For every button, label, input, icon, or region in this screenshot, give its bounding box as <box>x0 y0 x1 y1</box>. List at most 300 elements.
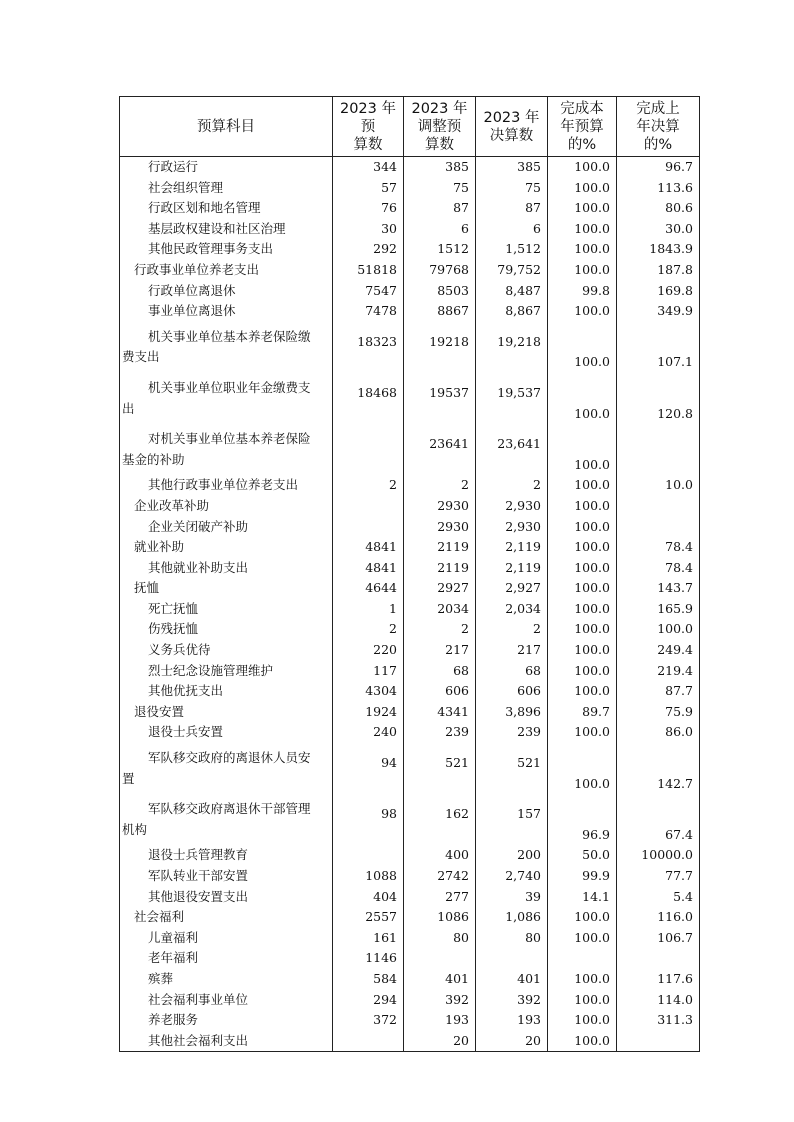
item-name: 其他民政管理事务支出 <box>148 241 274 257</box>
cell-adjusted-budget: 385 <box>404 157 476 178</box>
cell-budget-item <box>120 990 333 1011</box>
table-row <box>120 198 700 219</box>
cell-final: 2,927 <box>476 578 548 599</box>
cell-pct-last-year: 219.4 <box>617 661 700 682</box>
cell-final: 2,119 <box>476 537 548 558</box>
cell-pct-budget: 100.0 <box>548 681 617 702</box>
cell-adjusted-budget: 2930 <box>404 517 476 538</box>
cell-final: 193 <box>476 1010 548 1031</box>
cell-pct-last-year: 117.6 <box>617 969 700 990</box>
header-budget-item <box>120 97 333 157</box>
table-row <box>120 681 700 702</box>
cell-final: 217 <box>476 640 548 661</box>
cell-budget-item <box>120 1031 333 1052</box>
cell-budget-item <box>120 969 333 990</box>
cell-final: 87 <box>476 198 548 219</box>
cell-budget-item <box>120 794 333 845</box>
header-line: 的% <box>643 136 673 153</box>
cell-budget: 1 <box>333 599 404 620</box>
header-line: 年预算 <box>560 118 604 135</box>
cell-budget-item <box>120 517 333 538</box>
cell-budget-item <box>120 907 333 928</box>
cell-adjusted-budget: 2 <box>404 619 476 640</box>
cell-adjusted-budget: 79768 <box>404 260 476 281</box>
header-line: 算数 <box>425 136 454 153</box>
cell-final: 157 <box>476 794 548 845</box>
cell-budget: 584 <box>333 969 404 990</box>
cell-pct-budget: 100.0 <box>548 990 617 1011</box>
item-name-line: 军队移交政府离退休干部管理 <box>148 801 311 817</box>
table-row <box>120 373 700 424</box>
cell-pct-budget: 100.0 <box>548 198 617 219</box>
cell-pct-budget: 100.0 <box>548 743 617 794</box>
cell-pct-budget: 100.0 <box>548 178 617 199</box>
cell-budget: 1924 <box>333 702 404 723</box>
table-row <box>120 1031 700 1052</box>
header-line: 年决算 <box>636 118 680 135</box>
header-pct-of-last-year <box>617 97 700 157</box>
cell-pct-budget: 100.0 <box>548 496 617 517</box>
header-line: 完成本 <box>560 100 604 117</box>
cell-final: 19,218 <box>476 322 548 373</box>
cell-budget-item <box>120 281 333 302</box>
item-name: 其他退役安置支出 <box>148 888 249 904</box>
cell-pct-budget: 100.0 <box>548 599 617 620</box>
cell-pct-last-year <box>617 496 700 517</box>
cell-final: 2 <box>476 619 548 640</box>
cell-budget-item <box>120 599 333 620</box>
cell-pct-budget: 100.0 <box>548 578 617 599</box>
cell-budget-item <box>120 928 333 949</box>
cell-budget: 7478 <box>333 301 404 322</box>
cell-pct-last-year: 5.4 <box>617 887 700 908</box>
item-name: 其他社会福利支出 <box>148 1032 249 1048</box>
cell-pct-last-year: 80.6 <box>617 198 700 219</box>
cell-budget: 1088 <box>333 866 404 887</box>
cell-pct-budget: 100.0 <box>548 969 617 990</box>
table-row <box>120 301 700 322</box>
cell-budget: 94 <box>333 743 404 794</box>
header-budget-2023 <box>333 97 404 157</box>
cell-budget-item <box>120 260 333 281</box>
cell-pct-budget: 100.0 <box>548 1031 617 1052</box>
cell-pct-last-year: 30.0 <box>617 219 700 240</box>
item-name: 就业补助 <box>134 539 185 555</box>
cell-budget-item <box>120 661 333 682</box>
header-line: 决算数 <box>489 127 534 144</box>
cell-budget: 4644 <box>333 578 404 599</box>
cell-adjusted-budget: 23641 <box>404 424 476 475</box>
cell-pct-last-year <box>617 424 700 475</box>
cell-final: 606 <box>476 681 548 702</box>
item-name-line: 基金的补助 <box>122 451 185 467</box>
cell-final: 2,034 <box>476 599 548 620</box>
item-name: 军队转业干部安置 <box>148 868 249 883</box>
table-row <box>120 619 700 640</box>
cell-pct-budget: 96.9 <box>548 794 617 845</box>
cell-pct-last-year: 78.4 <box>617 537 700 558</box>
header-pct-of-budget <box>548 97 617 157</box>
cell-adjusted-budget: 87 <box>404 198 476 219</box>
cell-pct-last-year: 142.7 <box>617 743 700 794</box>
cell-pct-last-year: 87.7 <box>617 681 700 702</box>
cell-final: 6 <box>476 219 548 240</box>
cell-budget-item <box>120 198 333 219</box>
cell-adjusted-budget: 75 <box>404 178 476 199</box>
cell-final: 20 <box>476 1031 548 1052</box>
cell-pct-last-year: 77.7 <box>617 866 700 887</box>
item-name: 义务兵优待 <box>148 642 211 658</box>
cell-pct-budget: 100.0 <box>548 424 617 475</box>
cell-budget: 2 <box>333 619 404 640</box>
cell-pct-last-year: 75.9 <box>617 702 700 723</box>
table-row <box>120 990 700 1011</box>
table-row <box>120 640 700 661</box>
cell-pct-last-year: 113.6 <box>617 178 700 199</box>
cell-budget-item <box>120 845 333 866</box>
table-header <box>120 97 700 157</box>
cell-final: 68 <box>476 661 548 682</box>
cell-pct-budget: 50.0 <box>548 845 617 866</box>
cell-budget-item <box>120 681 333 702</box>
cell-final: 521 <box>476 743 548 794</box>
item-name: 企业改革补助 <box>134 497 210 513</box>
cell-adjusted-budget: 401 <box>404 969 476 990</box>
cell-final: 23,641 <box>476 424 548 475</box>
cell-pct-last-year: 96.7 <box>617 157 700 178</box>
item-name: 企业关闭破产补助 <box>148 518 249 534</box>
cell-pct-budget: 14.1 <box>548 887 617 908</box>
cell-final: 2,930 <box>476 496 548 517</box>
cell-pct-budget: 100.0 <box>548 558 617 579</box>
cell-final: 3,896 <box>476 702 548 723</box>
item-name: 基层政权建设和社区治理 <box>148 220 286 236</box>
cell-budget-item <box>120 887 333 908</box>
cell-final: 392 <box>476 990 548 1011</box>
cell-pct-budget <box>548 948 617 969</box>
table-row <box>120 219 700 240</box>
item-name: 行政运行 <box>148 159 199 174</box>
cell-adjusted-budget <box>404 948 476 969</box>
cell-pct-budget: 100.0 <box>548 537 617 558</box>
cell-adjusted-budget: 2 <box>404 475 476 496</box>
header-row <box>120 97 700 157</box>
cell-pct-last-year: 311.3 <box>617 1010 700 1031</box>
cell-budget: 1146 <box>333 948 404 969</box>
cell-pct-last-year: 143.7 <box>617 578 700 599</box>
cell-budget: 4841 <box>333 558 404 579</box>
item-name-line: 机关事业单位职业年金缴费支 <box>148 379 311 395</box>
cell-budget-item <box>120 157 333 178</box>
cell-budget <box>333 496 404 517</box>
table-row <box>120 969 700 990</box>
cell-adjusted-budget: 2119 <box>404 558 476 579</box>
item-name: 养老服务 <box>148 1012 199 1028</box>
item-name: 儿童福利 <box>148 929 199 945</box>
cell-budget: 404 <box>333 887 404 908</box>
item-name-line: 出 <box>122 400 135 416</box>
cell-budget: 4841 <box>333 537 404 558</box>
item-name-line: 置 <box>122 770 135 786</box>
item-name: 社会福利事业单位 <box>148 991 249 1007</box>
cell-adjusted-budget: 4341 <box>404 702 476 723</box>
cell-budget: 98 <box>333 794 404 845</box>
cell-final: 75 <box>476 178 548 199</box>
cell-budget <box>333 424 404 475</box>
cell-adjusted-budget: 80 <box>404 928 476 949</box>
cell-pct-budget: 100.0 <box>548 475 617 496</box>
table-row <box>120 517 700 538</box>
cell-adjusted-budget: 606 <box>404 681 476 702</box>
header-line: 调整预 <box>417 118 462 135</box>
cell-budget: 30 <box>333 219 404 240</box>
cell-pct-last-year: 349.9 <box>617 301 700 322</box>
cell-pct-last-year: 10000.0 <box>617 845 700 866</box>
cell-adjusted-budget: 521 <box>404 743 476 794</box>
item-name: 伤残抚恤 <box>148 621 199 637</box>
table-row <box>120 866 700 887</box>
cell-pct-last-year: 100.0 <box>617 619 700 640</box>
cell-pct-budget: 99.8 <box>548 281 617 302</box>
cell-pct-budget: 100.0 <box>548 928 617 949</box>
cell-adjusted-budget: 392 <box>404 990 476 1011</box>
cell-adjusted-budget: 19218 <box>404 322 476 373</box>
cell-pct-last-year: 106.7 <box>617 928 700 949</box>
cell-pct-budget: 100.0 <box>548 619 617 640</box>
cell-pct-budget: 100.0 <box>548 517 617 538</box>
cell-budget <box>333 517 404 538</box>
cell-pct-budget: 100.0 <box>548 260 617 281</box>
cell-adjusted-budget: 20 <box>404 1031 476 1052</box>
cell-final: 8,487 <box>476 281 548 302</box>
item-name: 其他行政事业单位养老支出 <box>148 477 299 493</box>
item-name: 行政事业单位养老支出 <box>134 261 260 277</box>
cell-final: 80 <box>476 928 548 949</box>
cell-budget-item <box>120 178 333 199</box>
item-name-line: 军队移交政府的离退休人员安 <box>148 750 311 766</box>
cell-budget-item <box>120 702 333 723</box>
item-name: 事业单位离退休 <box>148 303 236 319</box>
cell-adjusted-budget: 68 <box>404 661 476 682</box>
item-name: 退役士兵安置 <box>148 724 224 740</box>
table-row <box>120 845 700 866</box>
cell-pct-last-year: 107.1 <box>617 322 700 373</box>
item-name-line: 费支出 <box>122 349 160 365</box>
cell-budget-item <box>120 743 333 794</box>
cell-pct-last-year <box>617 948 700 969</box>
cell-budget: 2557 <box>333 907 404 928</box>
cell-final: 239 <box>476 722 548 743</box>
cell-final: 2,119 <box>476 558 548 579</box>
cell-pct-budget: 100.0 <box>548 1010 617 1031</box>
cell-budget-item <box>120 558 333 579</box>
cell-pct-budget: 100.0 <box>548 239 617 260</box>
cell-budget: 2 <box>333 475 404 496</box>
item-name: 殡葬 <box>148 970 174 986</box>
cell-final: 2,740 <box>476 866 548 887</box>
cell-pct-budget: 100.0 <box>548 219 617 240</box>
cell-budget: 4304 <box>333 681 404 702</box>
cell-budget-item <box>120 219 333 240</box>
table-row <box>120 887 700 908</box>
cell-budget: 18468 <box>333 373 404 424</box>
item-name: 行政区划和地名管理 <box>148 200 261 216</box>
item-name-line: 机关事业单位基本养老保险缴 <box>148 328 311 344</box>
cell-pct-last-year: 67.4 <box>617 794 700 845</box>
cell-adjusted-budget: 217 <box>404 640 476 661</box>
header-line: 2023 年 <box>483 109 540 126</box>
header-line: 2023 年预 <box>339 100 396 135</box>
cell-final: 401 <box>476 969 548 990</box>
cell-budget-item <box>120 424 333 475</box>
item-name: 抚恤 <box>134 580 160 596</box>
cell-budget-item <box>120 322 333 373</box>
table-row <box>120 322 700 373</box>
table-row <box>120 475 700 496</box>
cell-budget <box>333 1031 404 1052</box>
cell-budget: 220 <box>333 640 404 661</box>
item-name: 退役士兵管理教育 <box>148 847 249 863</box>
cell-pct-last-year: 120.8 <box>617 373 700 424</box>
item-name-line: 对机关事业单位基本养老保险 <box>148 431 311 447</box>
cell-budget-item <box>120 948 333 969</box>
table-row <box>120 239 700 260</box>
cell-budget-item <box>120 1010 333 1031</box>
cell-budget-item <box>120 475 333 496</box>
cell-pct-last-year: 165.9 <box>617 599 700 620</box>
cell-budget-item <box>120 866 333 887</box>
header-adjusted-budget-2023 <box>404 97 476 157</box>
header-line: 完成上 <box>636 100 680 117</box>
table-row <box>120 599 700 620</box>
cell-budget: 294 <box>333 990 404 1011</box>
cell-pct-budget: 100.0 <box>548 322 617 373</box>
cell-adjusted-budget: 19537 <box>404 373 476 424</box>
table-row <box>120 281 700 302</box>
cell-budget-item <box>120 537 333 558</box>
cell-adjusted-budget: 400 <box>404 845 476 866</box>
cell-final: 385 <box>476 157 548 178</box>
table-row <box>120 424 700 475</box>
cell-budget: 161 <box>333 928 404 949</box>
cell-pct-last-year: 249.4 <box>617 640 700 661</box>
cell-pct-budget: 100.0 <box>548 373 617 424</box>
budget-final-accounts-table <box>119 96 700 1052</box>
header-line: 2023 年 <box>411 100 468 117</box>
cell-final: 2 <box>476 475 548 496</box>
cell-budget-item <box>120 496 333 517</box>
item-name: 其他就业补助支出 <box>148 559 249 575</box>
table-row <box>120 260 700 281</box>
header-line: 预算科目 <box>197 118 255 135</box>
cell-adjusted-budget: 8503 <box>404 281 476 302</box>
table-row <box>120 157 700 178</box>
cell-pct-last-year: 86.0 <box>617 722 700 743</box>
table-row <box>120 702 700 723</box>
cell-budget-item <box>120 578 333 599</box>
table-row <box>120 794 700 845</box>
cell-adjusted-budget: 239 <box>404 722 476 743</box>
cell-adjusted-budget: 162 <box>404 794 476 845</box>
item-name: 行政单位离退休 <box>148 282 236 298</box>
table-row <box>120 661 700 682</box>
item-name: 老年福利 <box>148 950 199 966</box>
cell-pct-last-year: 10.0 <box>617 475 700 496</box>
cell-budget: 117 <box>333 661 404 682</box>
cell-budget-item <box>120 301 333 322</box>
table-row <box>120 537 700 558</box>
cell-budget: 18323 <box>333 322 404 373</box>
cell-adjusted-budget: 1086 <box>404 907 476 928</box>
cell-pct-budget: 100.0 <box>548 640 617 661</box>
cell-adjusted-budget: 2742 <box>404 866 476 887</box>
cell-budget-item <box>120 640 333 661</box>
cell-adjusted-budget: 2927 <box>404 578 476 599</box>
item-name: 社会组织管理 <box>148 179 224 195</box>
cell-budget-item <box>120 239 333 260</box>
cell-pct-last-year: 116.0 <box>617 907 700 928</box>
cell-final: 39 <box>476 887 548 908</box>
cell-pct-last-year: 114.0 <box>617 990 700 1011</box>
cell-pct-budget: 100.0 <box>548 157 617 178</box>
item-name: 退役安置 <box>134 703 185 719</box>
cell-pct-budget: 89.7 <box>548 702 617 723</box>
item-name: 死亡抚恤 <box>148 600 199 616</box>
cell-pct-last-year: 78.4 <box>617 558 700 579</box>
table-row <box>120 178 700 199</box>
table-row <box>120 578 700 599</box>
table-row <box>120 928 700 949</box>
cell-budget: 240 <box>333 722 404 743</box>
cell-final: 2,930 <box>476 517 548 538</box>
cell-budget: 344 <box>333 157 404 178</box>
header-line: 的% <box>567 136 597 153</box>
cell-adjusted-budget: 8867 <box>404 301 476 322</box>
table-row <box>120 558 700 579</box>
cell-budget: 76 <box>333 198 404 219</box>
cell-pct-budget: 100.0 <box>548 907 617 928</box>
table-body <box>120 157 700 1052</box>
cell-adjusted-budget: 2034 <box>404 599 476 620</box>
cell-budget: 7547 <box>333 281 404 302</box>
cell-adjusted-budget: 193 <box>404 1010 476 1031</box>
item-name-line: 机构 <box>122 821 148 837</box>
header-final-2023 <box>476 97 548 157</box>
cell-budget <box>333 845 404 866</box>
cell-budget: 57 <box>333 178 404 199</box>
table-row <box>120 743 700 794</box>
table-row <box>120 496 700 517</box>
cell-pct-last-year <box>617 517 700 538</box>
cell-pct-last-year <box>617 1031 700 1052</box>
cell-final: 1,512 <box>476 239 548 260</box>
item-name: 烈士纪念设施管理维护 <box>148 662 274 678</box>
cell-budget-item <box>120 619 333 640</box>
cell-adjusted-budget: 1512 <box>404 239 476 260</box>
cell-final: 1,086 <box>476 907 548 928</box>
cell-budget: 51818 <box>333 260 404 281</box>
cell-final: 200 <box>476 845 548 866</box>
cell-adjusted-budget: 2119 <box>404 537 476 558</box>
cell-budget-item <box>120 722 333 743</box>
cell-final: 8,867 <box>476 301 548 322</box>
table-row <box>120 948 700 969</box>
table-row <box>120 907 700 928</box>
cell-pct-budget: 100.0 <box>548 301 617 322</box>
cell-pct-last-year: 187.8 <box>617 260 700 281</box>
cell-pct-last-year: 1843.9 <box>617 239 700 260</box>
cell-budget-item <box>120 373 333 424</box>
